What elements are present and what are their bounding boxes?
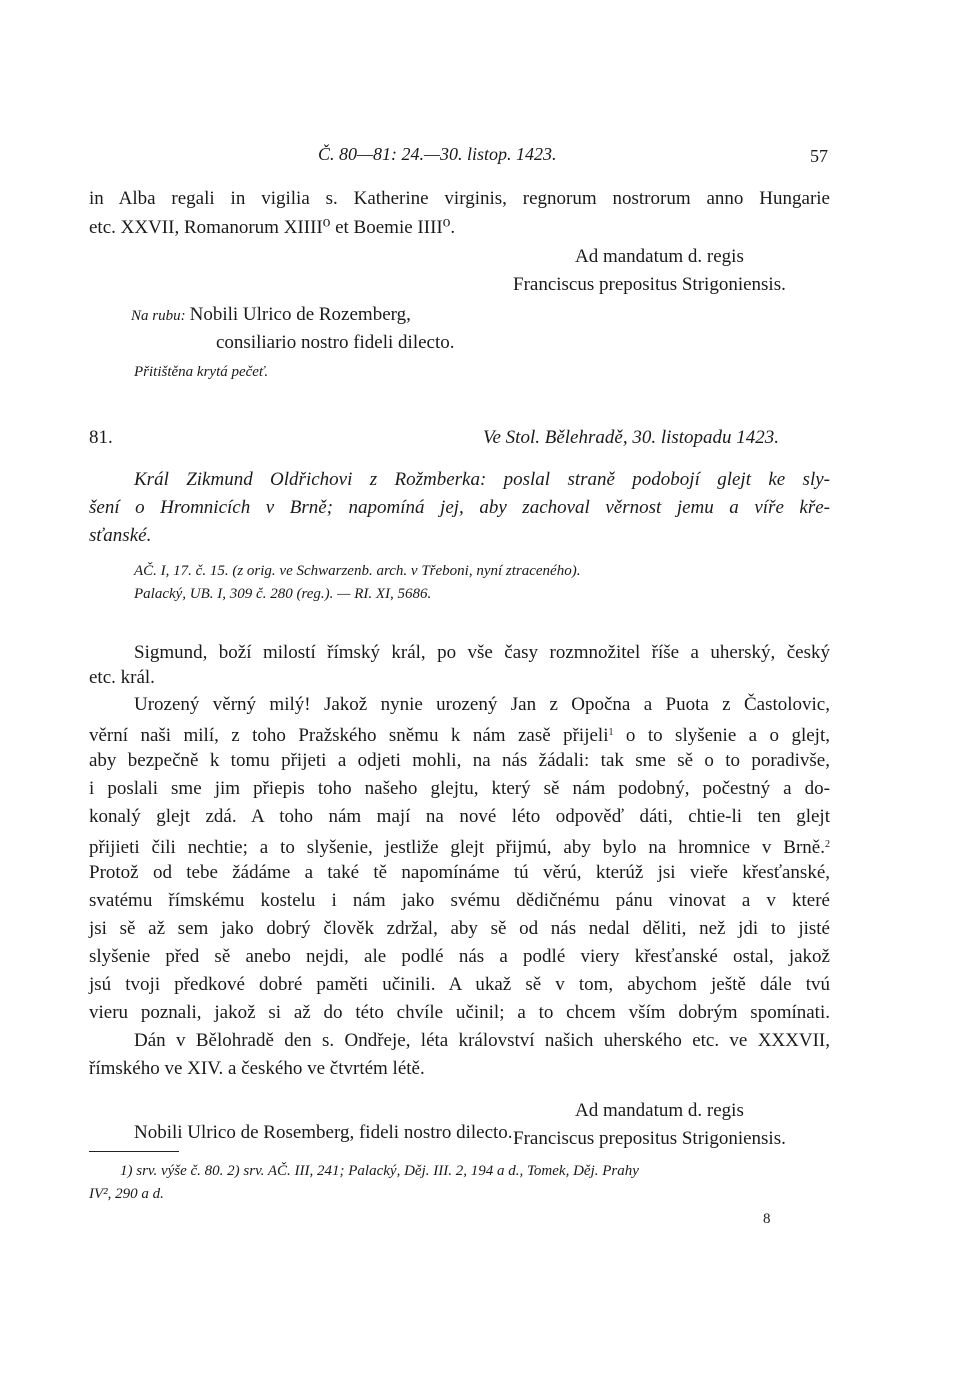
text-line: římského ve XIV. a českého ve čtvrtém létě. xyxy=(89,1058,425,1079)
text-line: slyšenie před sě anebo nejdi, ale podlé nás a podlé viery křesťanské ostal, jakož xyxy=(89,946,830,967)
signature-line: Franciscus prepositus Strigoniensis. xyxy=(513,1128,786,1149)
place-date: Ve Stol. Bělehradě, 30. listopadu 1423. xyxy=(483,427,780,448)
text-line: Urozený věrný milý! Jakož nynie urozený Jan z Opočna a Puota z Častolovic, xyxy=(134,694,830,715)
source-line: AČ. I, 17. č. 15. (z orig. ve Schwarzenb. arch. v Třeboni, nyní ztraceného). xyxy=(134,563,581,579)
prev-signature-line: Franciscus prepositus Strigoniensis. xyxy=(513,274,786,295)
seal-note: Přitištěna krytá pečeť. xyxy=(134,364,269,380)
text-line: jsi sě až sem jako dobrý člověk zdržal, aby sě od nás nedal děliti, než jdi to jisté xyxy=(89,918,830,939)
text-line: přijieti čili nechtie; a to slyšenie, jestliže glejt přijmú, aby bylo na hromnice v Brně.$^2$ xyxy=(89,837,830,858)
summary-line: sťanské. xyxy=(89,525,152,546)
summary-line: Král Zikmund Oldřichovi z Rožmberka: poslal straně podobojí glejt ke sly- xyxy=(134,469,830,490)
page-number: 57 xyxy=(810,146,828,166)
footnote-ref: 1 xyxy=(608,727,614,738)
text-line: konalý glejt zdá. A toho nám mají na nové léto odpověď dáti, chtie-li ten glejt xyxy=(89,806,830,827)
document-number: 81. xyxy=(89,427,113,448)
signature-line: Ad mandatum d. regis xyxy=(575,1100,744,1121)
footnote-rule xyxy=(89,1151,179,1152)
prev-text-line: etc. XXVII, Romanorum XIIII⁰ et Boemie IIII⁰. xyxy=(89,217,456,238)
prev-address xyxy=(131,304,411,326)
footnote-line: IV², 290 a d. xyxy=(89,1186,164,1202)
footnote-line: 1) srv. výše č. 80. 2) srv. AČ. III, 241; Palacký, Děj. III. 2, 194 a d., Tomek, Děj. Prahy xyxy=(120,1163,639,1179)
address-line: Nobili Ulrico de Rozemberg, xyxy=(189,304,411,325)
text-line: Protož od tebe žádáme a také tě napomínáme tú věrú, kterúž jsi vieře křesťanské, xyxy=(89,862,830,883)
summary-line: šení o Hromnicích v Brně; napomíná jej, aby zachoval věrnost jemu a víře kře- xyxy=(89,497,830,518)
address-line-81: Nobili Ulrico de Rosemberg, fideli nostro dilecto. xyxy=(134,1122,513,1143)
text-line: Sigmund, boží milostí římský král, po vše časy rozmnožitel říše a uherský, český xyxy=(134,642,830,663)
text-line: věrní naši milí, z toho Pražského sněmu k nám zasě přijeli$^1$ o to slyšenie a o glejt, xyxy=(89,725,830,746)
text-line: i poslali sme jim přiepis toho našeho glejtu, který sě nám podobný, počestný a do- xyxy=(89,778,830,799)
address-label: Na rubu: xyxy=(131,308,186,324)
running-title: Č. 80—81: 24.—30. listop. 1423. xyxy=(318,144,557,164)
text-line: vieru poznali, jakož si až do této chvíle učinil; a to chcem vším dobrým spomínati. xyxy=(89,1002,830,1023)
address-line: consiliario nostro fideli dilecto. xyxy=(216,332,455,353)
prev-text-line: in Alba regali in vigilia s. Katherine virginis, regnorum nostrorum anno Hungarie xyxy=(89,188,830,209)
text-line: svatému římskému kostelu i nám jako svému dědičnému pánu vinovat a v které xyxy=(89,890,830,911)
text-line: etc. král. xyxy=(89,667,155,688)
prev-signature-line: Ad mandatum d. regis xyxy=(575,246,744,267)
text-line: Dán v Bělohradě den s. Ondřeje, léta království našich uherského etc. ve XXXVII, xyxy=(134,1030,830,1051)
signature-mark: 8 xyxy=(763,1211,771,1227)
text-line: jsú tvoji předkové dobré paměti učinili. A ukaž sě v tom, abychom ještě dále tvú xyxy=(89,974,830,995)
footnote-ref: 2 xyxy=(825,839,830,850)
source-line: Palacký, UB. I, 309 č. 280 (reg.). — RI. XI, 5686. xyxy=(134,586,432,602)
text-line: aby bezpečně k tomu přijeti a odjeti mohli, na nás žádali: tak sme sě o to poradivše, xyxy=(89,750,830,771)
